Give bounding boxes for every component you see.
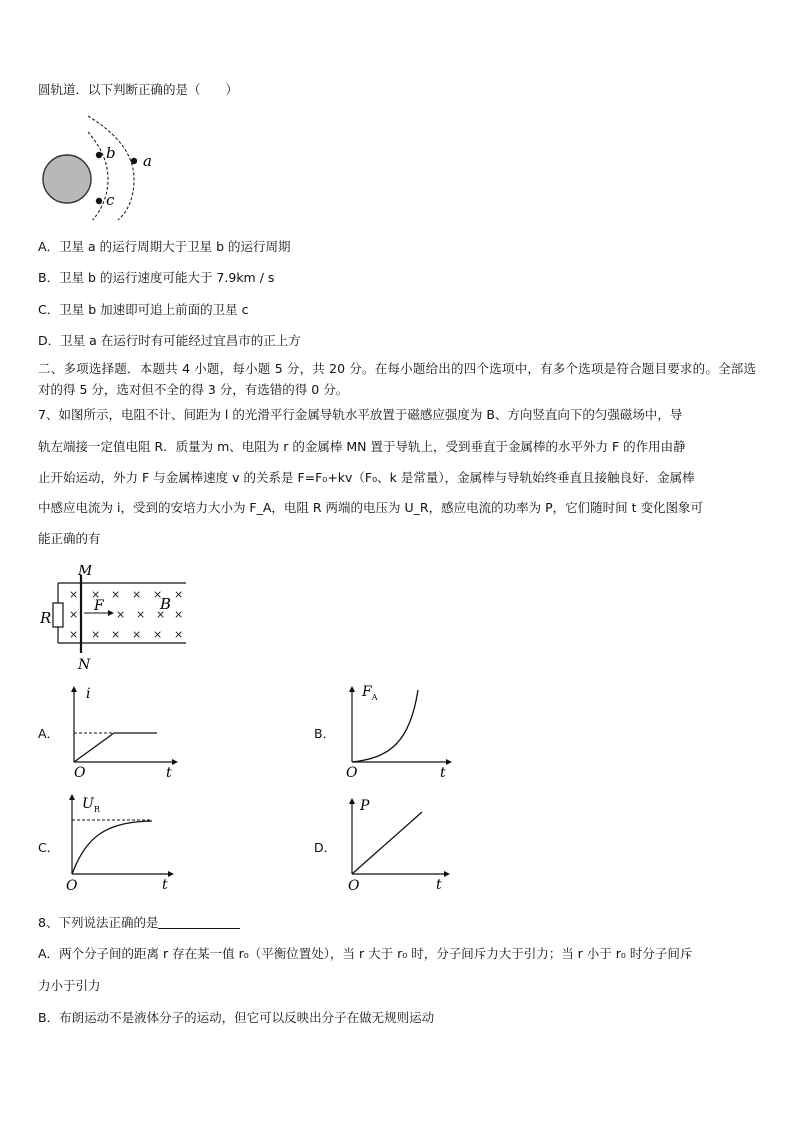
svg-text:×: ×	[174, 608, 184, 621]
svg-text:×: ×	[69, 628, 79, 641]
label-a: a	[143, 152, 152, 170]
q6-stem: 圆轨道．以下判断正确的是（ ）	[38, 82, 239, 97]
q7-line2: 轨左端接一定值电阻 R．质量为 m、电阻为 r 的金属棒 MN 置于导轨上，受到垂直于金属棒的水平外力 F 的作用由静	[38, 439, 686, 454]
label-c: c	[106, 191, 115, 209]
satellite-b	[96, 152, 102, 158]
label-b: b	[106, 144, 116, 162]
svg-text:×: ×	[91, 588, 101, 601]
svg-text:×: ×	[153, 628, 163, 641]
svg-text:×: ×	[174, 588, 184, 601]
label-B: B	[160, 595, 172, 613]
label-N: N	[78, 657, 91, 673]
label-F: F	[94, 598, 104, 614]
satellite-c	[96, 198, 102, 204]
answer-blank	[158, 916, 240, 929]
q7-line1: 7、如图所示，电阻不计、间距为 l 的光滑平行金属导轨水平放置于磁感应强度为 B、方向竖直向下的匀强磁场中，导	[38, 407, 683, 422]
q7-graph-a-key: A．	[38, 726, 60, 741]
satellite-a	[131, 158, 137, 164]
svg-text:×: ×	[69, 588, 79, 601]
section2-heading: 二、多项选择题．本题共 4 小题，每小题 5 分，共 20 分。在每小题给出的四个选项中，有多个选项是符合题目要求的。全部选对的得 5 分，选对但不全的得 3 分，有选错的得 0 分。	[38, 361, 756, 397]
label-M: M	[78, 565, 93, 579]
q7-graph-c	[62, 790, 182, 894]
q7-circuit-figure	[36, 565, 196, 675]
xlabel-c: t	[162, 877, 168, 893]
svg-text:×: ×	[111, 588, 121, 601]
q6-option-d: D．卫星 a 在运行时有可能经过宜昌市的正上方	[38, 333, 301, 348]
svg-text:×: ×	[116, 608, 126, 621]
q8-stem: 8、下列说法正确的是	[38, 915, 240, 931]
q6-orbit-figure	[36, 110, 166, 220]
q7-line5: 能正确的有	[38, 531, 101, 546]
svg-text:×: ×	[111, 628, 121, 641]
ylabel-d: P	[360, 798, 370, 814]
svg-text:×: ×	[174, 628, 184, 641]
svg-text:×: ×	[132, 628, 142, 641]
q8-option-a-line1: A．两个分子间的距离 r 存在某一值 r₀（平衡位置处），当 r 大于 r₀ 时，分子间斥力大于引力；当 r 小于 r₀ 时分子间斥	[38, 946, 693, 961]
xlabel-a: t	[166, 765, 172, 781]
q7-line4: 中感应电流为 i，受到的安培力大小为 F_A，电阻 R 两端的电压为 U_R，感应电流的功率为 P，它们随时间 t 变化图象可	[38, 500, 703, 515]
svg-text:×: ×	[156, 608, 166, 621]
resistor	[53, 603, 63, 627]
ylabel-b: $F_A$	[362, 684, 378, 702]
svg-text:×: ×	[91, 628, 101, 641]
svg-text:×: ×	[136, 608, 146, 621]
q7-graph-b	[340, 682, 460, 782]
ylabel-a: i	[86, 686, 91, 702]
origin-b: O	[346, 765, 358, 781]
q7-graph-c-key: C．	[38, 840, 60, 855]
q6-option-a: A．卫星 a 的运行周期大于卫星 b 的运行周期	[38, 239, 291, 254]
svg-text:×: ×	[69, 608, 79, 621]
planet	[43, 155, 91, 203]
q7-graph-a	[62, 682, 182, 782]
origin-c: O	[66, 878, 78, 894]
svg-text:×: ×	[153, 588, 163, 601]
q6-option-b: B．卫星 b 的运行速度可能大于 7.9km / s	[38, 270, 275, 285]
q8-option-a-line2: 力小于引力	[38, 978, 101, 993]
q8-option-b: B．布朗运动不是液体分子的运动，但它可以反映出分子在做无规则运动	[38, 1010, 435, 1025]
xlabel-b: t	[440, 765, 446, 781]
q7-graph-b-key: B．	[314, 726, 336, 741]
q7-graph-d	[340, 790, 460, 894]
q7-graph-d-key: D．	[314, 840, 337, 855]
origin-a: O	[74, 765, 86, 781]
label-R: R	[40, 609, 52, 627]
origin-d: O	[348, 878, 360, 894]
ylabel-c: $U_R$	[82, 796, 100, 814]
q7-line3: 止开始运动，外力 F 与金属棒速度 v 的关系是 F=F₀+kv（F₀、k 是常量），金属棒与导轨始终垂直且接触良好．金属棒	[38, 470, 695, 485]
xlabel-d: t	[436, 877, 442, 893]
svg-text:×: ×	[132, 588, 142, 601]
q6-option-c: C．卫星 b 加速即可追上前面的卫星 c	[38, 302, 249, 317]
